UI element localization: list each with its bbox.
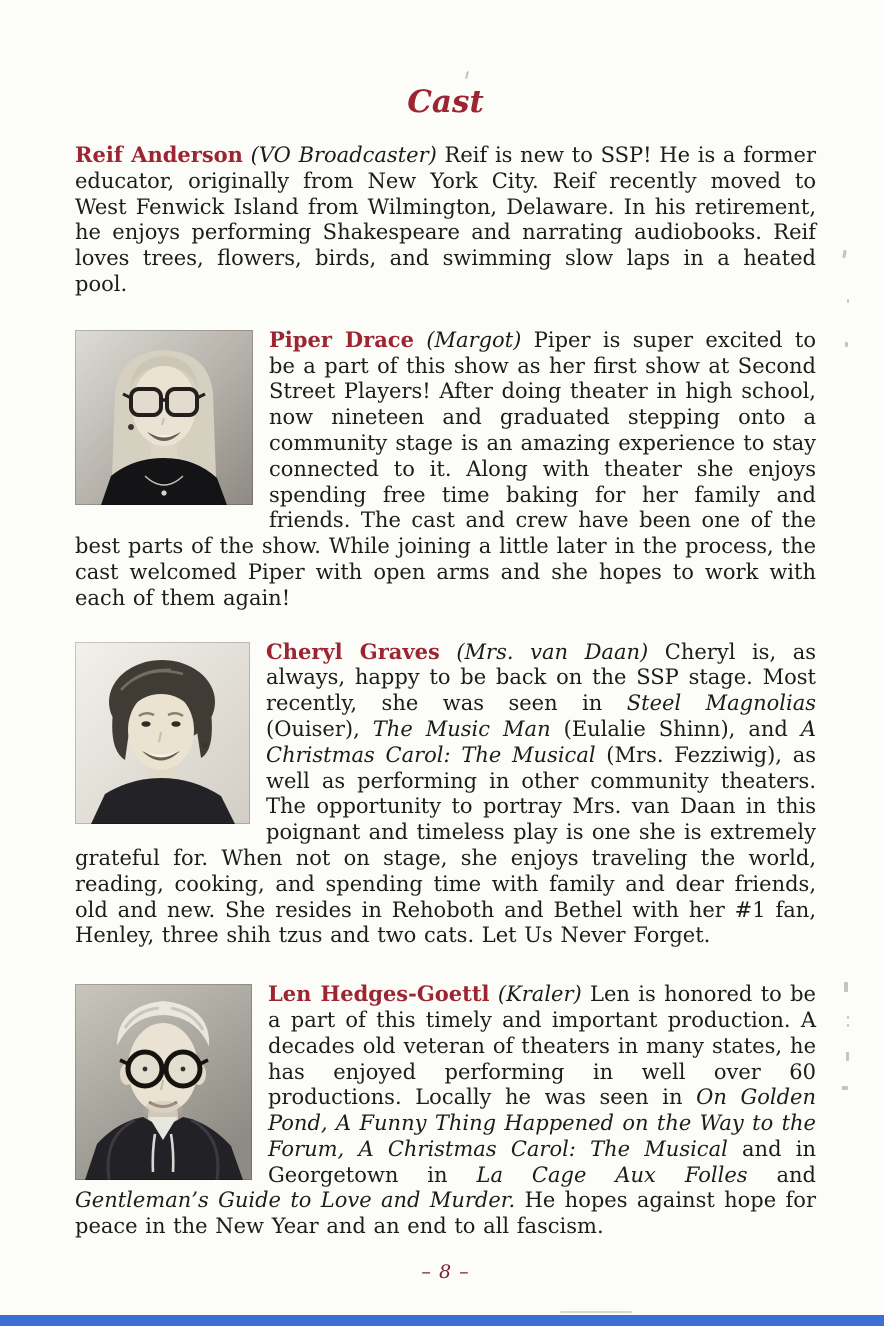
cast-member-role: (Margot) xyxy=(426,327,522,352)
cast-member-bio: Len is honored to be a part of this timely and important production. A decades old veteran of theaters in many states, he has enjoyed performing in well over 60 productions. Locally he was seen in On Golden Pond, A Funny Thing Happened on the Way to the Forum, A Christmas Carol: The Musical and in Georgetown in La Cage Aux Folles and Gentleman’s Guide to Love and Murder. He hopes against hope for peace in the New Year and an end to all fascism. xyxy=(75,982,816,1239)
scan-artifact xyxy=(847,1024,849,1027)
cast-member-role: (Kraler) xyxy=(497,982,582,1007)
cast-member-name: Len Hedges-Goettl xyxy=(268,981,490,1007)
cast-member-bio: Piper is super excited to be a part of this show as her first show at Second Street Players! After doing theater in high school, now nineteen and graduated stepping onto a community stage is an amazing experience to stay connected to it. Along with theater she enjoys spending free time baking for her family and friends. The cast and crew have been one of the best parts of the show. While joining a little later in the process, the cast welcomed Piper with open arms and she hopes to work with each of them again! xyxy=(75,327,816,610)
scan-artifact xyxy=(842,250,846,258)
cast-member-bio: Cheryl is, as always, happy to be back on the SSP stage. Most recently, she was seen in Steel Magnolias (Ouiser), The Music Man (Eulalie Shinn), and A Christmas Carol: The Musical (Mrs. Fezziwig), as well as performing in other community theaters. The opportunity to portray Mrs. van Daan in this poignant and timeless play is one she is extremely grateful for. When not on stage, she enjoys traveling the world, reading, cooking, and spending time with family and dear friends, old and new. She resides in Rehoboth and Bethel with her #1 fan, Henley, three shih tzus and two cats. Let Us Never Forget. xyxy=(75,639,817,948)
page-content xyxy=(75,0,816,1284)
cheryl-graves-photo xyxy=(75,642,250,824)
page-number: – 8 – xyxy=(421,1261,470,1284)
scan-artifact xyxy=(845,342,848,347)
cast-member-role: (Mrs. van Daan) xyxy=(456,639,649,664)
scan-artifact xyxy=(847,1016,849,1019)
cast-member-bio: Reif is new to SSP! He is a former educator, originally from New York City. Reif recently moved to West Fenwick Island from Wilmington, Delaware. In his retirement, he enjoys performing Shakespeare and narrating audiobooks. Reif loves trees, flowers, birds, and swimming slow laps in a heated pool. xyxy=(75,143,816,296)
cast-member-name: Reif Anderson xyxy=(75,142,243,167)
cast-entry-reif-anderson xyxy=(75,142,816,298)
scan-artifact xyxy=(847,299,849,303)
cast-member-name: Cheryl Graves xyxy=(266,638,440,664)
scan-artifact xyxy=(842,1086,848,1090)
cast-entry-cheryl-graves xyxy=(75,639,816,950)
scan-artifact xyxy=(560,1311,632,1313)
footer-bar xyxy=(0,1315,884,1326)
cast-entry-len-hedges-goettl xyxy=(75,981,816,1240)
cast-member-role: (VO Broadcaster) xyxy=(250,143,437,167)
cast-member-name: Piper Drace xyxy=(269,326,414,352)
scan-artifact xyxy=(844,982,848,992)
page-title: Cast xyxy=(407,84,484,120)
cast-entry-piper-drace xyxy=(75,327,816,612)
cast-bio-paragraph xyxy=(75,142,816,298)
scan-artifact xyxy=(846,1052,849,1061)
piper-drace-photo xyxy=(75,330,253,505)
len-hedges-goettl-photo xyxy=(75,984,252,1180)
